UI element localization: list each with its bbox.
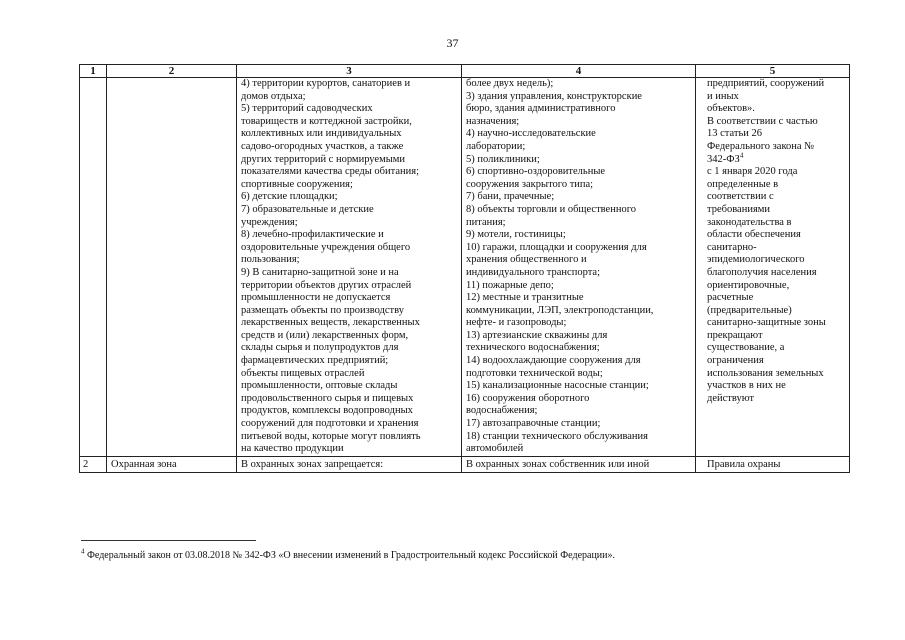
cell-line: индивидуального транспорта; bbox=[466, 266, 600, 278]
header-col-1: 1 bbox=[80, 65, 107, 78]
cell-line: других территорий с нормируемыми bbox=[241, 153, 406, 165]
cell-line: средств и (или) лекарственных форм, bbox=[241, 329, 409, 341]
cell-line: 8) лечебно-профилактические и bbox=[241, 229, 384, 241]
cell-line: 4) территории курортов, санаториев и bbox=[241, 78, 411, 89]
cell-line: питания; bbox=[466, 216, 506, 228]
cell-line: оздоровительные учреждения общего bbox=[241, 241, 411, 253]
cell-line: лекарственных веществ, лекарственных bbox=[241, 317, 420, 329]
row-2-owner-text: В охранных зонах собственник или иной bbox=[462, 456, 696, 472]
cell-line: 18) станции технического обслуживания bbox=[466, 430, 648, 442]
cell-line: санитарно- bbox=[707, 241, 757, 253]
row-2-legal-basis-text: Правила охраны bbox=[707, 458, 781, 470]
cell-line: 9) В санитарно-защитной зоне и на bbox=[241, 266, 399, 278]
cell-line: 17) автозаправочные станции; bbox=[466, 418, 601, 430]
cell-line: товариществ и коттеджной застройки, bbox=[241, 115, 412, 127]
page-number: 37 bbox=[446, 36, 459, 50]
cell-line: автомобилей bbox=[466, 443, 524, 455]
cell-line: ориентировочные, bbox=[707, 279, 790, 291]
cell-line: 10) гаражи, площадки и сооружения для bbox=[466, 241, 647, 253]
continued-name-cell bbox=[107, 78, 237, 457]
cell-line: на качество продукции bbox=[241, 443, 344, 455]
cell-line: 13) артезианские скважины для bbox=[466, 329, 608, 341]
cell-line: объектов». bbox=[707, 103, 755, 115]
cell-line: коллективных или индивидуальных bbox=[241, 128, 402, 140]
cell-line: подготовки технической воды; bbox=[466, 367, 603, 379]
cell-line: нефте- и газопроводы; bbox=[466, 317, 567, 329]
continued-legal-basis-cell bbox=[696, 78, 850, 457]
table-header-row bbox=[80, 65, 850, 78]
cell-line: определенные в bbox=[707, 178, 779, 190]
cell-line: (предварительные) bbox=[707, 304, 792, 316]
cell-line: В соответствии с частью bbox=[707, 115, 818, 127]
cell-line: сооружения закрытого типа; bbox=[466, 178, 594, 190]
cell-line: склады сырья и полупродуктов для bbox=[241, 342, 399, 354]
cell-line: использования земельных bbox=[707, 367, 824, 379]
cell-line: водоснабжения; bbox=[466, 405, 538, 417]
cell-line: 6) спортивно-оздоровительные bbox=[466, 166, 606, 178]
cell-line: 11) пожарные депо; bbox=[466, 279, 554, 291]
cell-line: 6) детские площадки; bbox=[241, 191, 338, 203]
cell-line: сооружений для подготовки и хранения bbox=[241, 418, 419, 430]
cell-line: технического водоснабжения; bbox=[466, 342, 600, 354]
cell-line: бюро, здания административного bbox=[466, 103, 616, 115]
cell-line: предприятий, сооружений bbox=[707, 78, 825, 89]
continued-num-cell bbox=[80, 78, 107, 457]
cell-line: фармацевтических предприятий; bbox=[241, 355, 389, 367]
cell-line: продовольственного сырья и пищевых bbox=[241, 392, 414, 404]
cell-line: благополучия населения bbox=[707, 266, 817, 278]
cell-line: территории объектов других отраслей bbox=[241, 279, 412, 291]
cell-line: показателями качества среды обитания; bbox=[241, 166, 419, 178]
cell-line: ограничения bbox=[707, 355, 764, 367]
header-col-4: 4 bbox=[462, 65, 696, 78]
zones-table bbox=[79, 64, 850, 473]
cell-line: спортивные сооружения; bbox=[241, 178, 353, 190]
table-row-continued bbox=[80, 78, 850, 457]
cell-line: требованиями bbox=[707, 203, 771, 215]
cell-line: действуют bbox=[707, 392, 755, 404]
continued-restrictions-cell bbox=[237, 78, 462, 457]
cell-line: законодательства в bbox=[707, 216, 792, 228]
cell-line: размещать объекты по производству bbox=[241, 304, 404, 316]
cell-line: учреждения; bbox=[241, 216, 298, 228]
footnote-mark: 4 bbox=[81, 547, 85, 556]
cell-line: Федерального закона № bbox=[707, 140, 815, 152]
cell-line: продуктов, комплексы водопроводных bbox=[241, 405, 413, 417]
row-2-restrictions: В охранных зонах запрещается: bbox=[237, 456, 462, 472]
header-col-5: 5 bbox=[696, 65, 850, 78]
cell-line: 16) сооружения оборотного bbox=[466, 392, 590, 404]
cell-line: соответствии с bbox=[707, 191, 774, 203]
cell-line: объекты пищевых отраслей bbox=[241, 367, 365, 379]
cell-line: расчетные bbox=[707, 292, 754, 304]
header-col-2: 2 bbox=[107, 65, 237, 78]
row-2-legal-basis bbox=[696, 456, 850, 472]
cell-line: 7) бани, прачечные; bbox=[466, 191, 555, 203]
cell-line: $342-ФЗ^4$ bbox=[707, 151, 744, 165]
cell-line: 4) научно-исследовательские bbox=[466, 128, 596, 140]
cell-line: садово-огородных участков, а также bbox=[241, 140, 404, 152]
row-2-zone-name: Охранная зона bbox=[107, 456, 237, 472]
header-col-3: 3 bbox=[237, 65, 462, 78]
footnote-text: Федеральный закон от 03.08.2018 № 342-ФЗ «О внесении изменений в Градостроительный кодекс Российской Федерации». bbox=[84, 550, 616, 561]
cell-line: 14) водоохлаждающие сооружения для bbox=[466, 355, 641, 367]
cell-line: 5) территорий садоводческих bbox=[241, 103, 373, 115]
row-2-num: 2 bbox=[80, 456, 107, 472]
cell-line: существование, а bbox=[707, 342, 785, 354]
cell-line: лаборатории; bbox=[466, 140, 526, 152]
cell-line: с 1 января 2020 года bbox=[707, 166, 798, 178]
cell-line: назначения; bbox=[466, 115, 520, 127]
cell-line: хранения общественного и bbox=[466, 254, 587, 266]
cell-line: коммуникации, ЛЭП, электроподстанции, bbox=[466, 304, 654, 316]
footnote bbox=[81, 547, 616, 561]
table-row-protected-zone bbox=[80, 456, 850, 472]
cell-line: прекращают bbox=[707, 329, 763, 341]
cell-line: промышленности не допускается bbox=[241, 292, 391, 304]
cell-line: 3) здания управления, конструкторские bbox=[466, 90, 642, 102]
cell-line: домов отдыха; bbox=[241, 90, 306, 102]
cell-line: эпидемиологического bbox=[707, 254, 805, 266]
footnote-divider bbox=[81, 540, 256, 541]
cell-line: 8) объекты торговли и общественного bbox=[466, 203, 637, 215]
cell-line: 13 статьи 26 bbox=[707, 128, 763, 140]
cell-line: более двух недель); bbox=[466, 78, 554, 89]
continued-allowed-objects-cell bbox=[462, 78, 696, 457]
cell-line: 7) образовательные и детские bbox=[241, 203, 374, 215]
cell-line: пользования; bbox=[241, 254, 300, 266]
cell-line: и иных bbox=[707, 90, 739, 102]
cell-line: участков в них не bbox=[707, 380, 786, 392]
cell-line: 9) мотели, гостиницы; bbox=[466, 229, 566, 241]
cell-line: 15) канализационные насосные станции; bbox=[466, 380, 649, 392]
cell-line: санитарно-защитные зоны bbox=[707, 317, 826, 329]
footnote-reference: 4 bbox=[739, 151, 744, 160]
cell-line: промышленности, оптовые склады bbox=[241, 380, 398, 392]
cell-line: 12) местные и транзитные bbox=[466, 292, 584, 304]
cell-line: области обеспечения bbox=[707, 229, 801, 241]
cell-line: 5) поликлиники; bbox=[466, 153, 540, 165]
cell-line: питьевой воды, которые могут повлиять bbox=[241, 430, 421, 442]
